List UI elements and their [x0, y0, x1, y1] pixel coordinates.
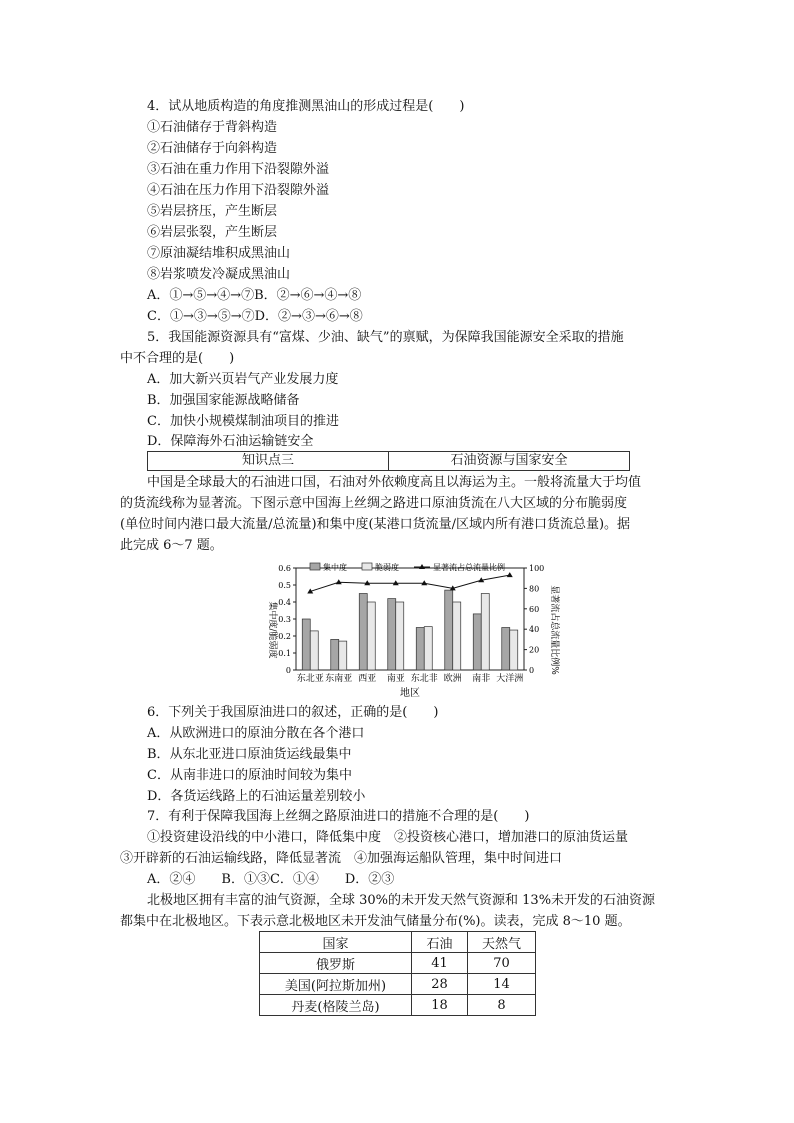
x-tick-label: 东北亚 [296, 674, 324, 684]
x-tick-label: 欧洲 [443, 674, 462, 684]
table-cell: 70 [468, 953, 536, 974]
bar [359, 594, 367, 671]
q4-item-4: ④石油在压力作用下沿裂隙外溢 [147, 183, 330, 198]
bar [302, 619, 310, 670]
bar [502, 628, 510, 671]
chart-line [307, 572, 513, 593]
x-tick-label: 东北非 [410, 674, 438, 684]
intro-line4: 此完成 6～7 题。 [120, 538, 223, 553]
table-row [260, 995, 536, 1016]
bar [481, 594, 489, 671]
table-header-row [260, 932, 536, 953]
y-tick-label: 0.3 [278, 615, 291, 624]
chart-ylabel-left: 集中度/脆弱度 [267, 601, 277, 659]
q7-stem: 7．有利于保障我国海上丝绸之路原油进口的措施不合理的是( ) [147, 809, 530, 824]
y-right-tick-label: 20 [529, 645, 540, 655]
legend-swatch [362, 563, 372, 570]
y-right-tick-label: 80 [529, 584, 540, 594]
table-cell: 28 [412, 974, 468, 995]
line-point [393, 580, 399, 585]
arctic-line1: 北极地区拥有丰富的油气资源，全球 30%的未开发天然气资源和 13%未开发的石油资源 [147, 893, 656, 908]
q4-options-ab: A．①→⑤→④→⑦B．②→⑥→④→⑧ [147, 288, 362, 303]
table-header-gas: 天然气 [468, 932, 536, 953]
intro-line3: (单位时间内港口最大流量/总流量)和集中度(某港口货流量/区域内所有港口货流总量)。据 [120, 517, 631, 532]
bar [416, 628, 424, 671]
y-tick-label: 0.5 [278, 581, 291, 590]
bar [367, 602, 375, 670]
table-cell: 丹麦(格陵兰岛) [260, 995, 412, 1016]
knowledge-point-label: 知识点三 [148, 452, 389, 470]
chart-bars [302, 590, 518, 670]
q5-option-c: C．加快小规模煤制油项目的推进 [147, 414, 339, 429]
q4-item-5: ⑤岩层挤压，产生断层 [147, 204, 278, 219]
line-point [421, 580, 427, 585]
oil-flow-chart [260, 560, 560, 700]
line-point [336, 579, 342, 584]
q6-option-b: B．从东北亚进口原油货运线最集中 [147, 747, 352, 762]
y-tick-label: 0.6 [278, 564, 291, 573]
line-point [507, 572, 513, 577]
bar [339, 641, 347, 670]
chart-legend [310, 562, 505, 572]
q5-option-a: A．加大新兴页岩气产业发展力度 [147, 372, 339, 387]
table-row [260, 953, 536, 974]
legend-label: 显著流占总流量比例 [433, 563, 505, 572]
q6-option-d: D．各货运线路上的石油运量差别较小 [147, 789, 366, 804]
chart-ylabel-right: 显著流占总流量比例% [549, 585, 559, 675]
q5-option-d: D．保障海外石油运输链安全 [147, 434, 314, 449]
q4-item-1: ①石油储存于背斜构造 [147, 120, 278, 135]
q5-stem-line1: 5．我国能源资源具有“富煤、少油、缺气”的禀赋，为保障我国能源安全采取的措施 [147, 330, 624, 345]
table-cell: 18 [412, 995, 468, 1016]
bar [453, 602, 461, 670]
q4-item-8: ⑧岩浆喷发冷凝成黑油山 [147, 267, 291, 282]
y-right-tick-label: 0 [529, 666, 535, 675]
q4-item-7: ⑦原油凝结堆积成黑油山 [147, 246, 291, 261]
q7-choice-line2: ③开辟新的石油运输线路，降低显著流 ④加强海运船队管理，集中时间进口 [120, 851, 563, 866]
bar [310, 631, 318, 670]
oil-gas-reserve-table [259, 931, 536, 1016]
table-cell: 8 [468, 995, 536, 1016]
bar [445, 590, 453, 670]
y-tick-label: 0.4 [278, 598, 291, 607]
y-tick-label: 0.2 [278, 632, 291, 641]
y-tick-label: 0.1 [278, 649, 291, 658]
q4-item-3: ③石油在重力作用下沿裂隙外溢 [147, 162, 330, 177]
q6-option-c: C．从南非进口的原油时间较为集中 [147, 768, 352, 783]
table-cell: 41 [412, 953, 468, 974]
bar [396, 602, 404, 670]
q6-stem: 6．下列关于我国原油进口的叙述，正确的是( ) [147, 705, 439, 720]
table-header-oil: 石油 [412, 932, 468, 953]
y-tick-label: 0 [285, 666, 291, 675]
intro-line2: 的货流线称为显著流。下图示意中国海上丝绸之路进口原油货流在八大区域的分布脆弱度 [120, 496, 628, 511]
x-tick-label: 东南亚 [325, 674, 353, 684]
bar [473, 614, 481, 670]
q7-choice-line1: ①投资建设沿线的中小港口，降低集中度 ②投资核心港口，增加港口的原油货运量 [147, 830, 629, 845]
q6-option-a: A．从欧洲进口的原油分散在各个港口 [147, 726, 365, 741]
q5-option-b: B．加强国家能源战略储备 [147, 393, 300, 408]
y-right-tick-label: 40 [529, 625, 540, 635]
table-row [260, 974, 536, 995]
knowledge-point-topic: 石油资源与国家安全 [450, 453, 568, 468]
legend-swatch [310, 563, 320, 570]
x-tick-label: 南非 [472, 674, 491, 684]
knowledge-point-header [147, 451, 630, 471]
table-cell: 14 [468, 974, 536, 995]
intro-line1: 中国是全球最大的石油进口国，石油对外依赖度高且以海运为主。一般将流量大于均值 [147, 475, 642, 490]
q4-options-cd: C．①→③→⑤→⑦D．②→③→⑥→⑧ [147, 309, 363, 324]
legend-label: 脆弱度 [375, 563, 399, 572]
q7-options: A．②④ B．①③C．①④ D．②③ [147, 872, 395, 887]
table-header-country: 国家 [260, 932, 412, 953]
y-right-tick-label: 60 [529, 604, 540, 614]
chart-xlabel: 地区 [400, 688, 420, 699]
x-tick-label: 南亚 [386, 674, 405, 684]
bar [388, 599, 396, 670]
x-tick-label: 大洋洲 [496, 674, 524, 684]
bar [331, 639, 339, 670]
arctic-line2: 都集中在北极地区。下表示意北极地区未开发油气储量分布(%)。读表，完成 8～10 题。 [120, 914, 631, 929]
y-right-tick-label: 100 [529, 564, 545, 573]
table-cell: 美国(阿拉斯加州) [260, 974, 412, 995]
legend-label: 集中度 [323, 563, 347, 572]
table-cell: 俄罗斯 [260, 953, 412, 974]
q5-stem-line2: 中不合理的是( ) [120, 351, 235, 366]
q4-item-2: ②石油储存于向斜构造 [147, 141, 278, 156]
x-tick-label: 西亚 [358, 674, 377, 684]
q4-stem: 4．试从地质构造的角度推测黑油山的形成过程是( ) [147, 99, 465, 114]
bar [424, 627, 432, 670]
q4-item-6: ⑥岩层张裂，产生断层 [147, 225, 278, 240]
bar [510, 630, 518, 670]
